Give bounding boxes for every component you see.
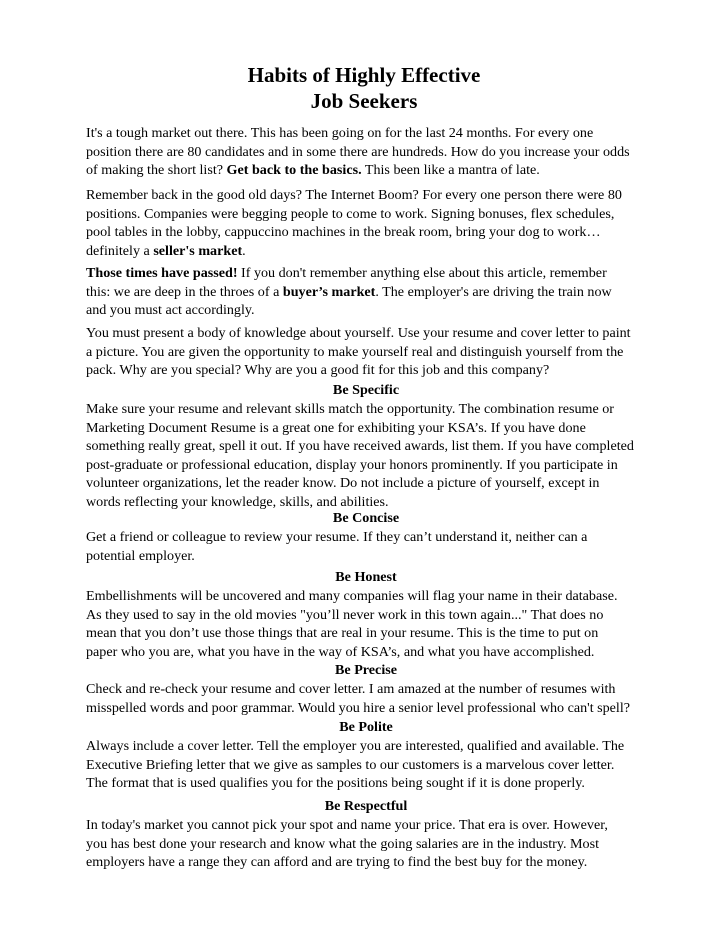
text-line: something really great, spell it out. If you have received awards, list them. If you have completed — [86, 438, 634, 454]
section-heading-precise: Be Precise — [335, 662, 397, 678]
text-line: mean that you don’t use those things that are real in your resume. This is the time to put on — [86, 625, 599, 641]
section-body-polite — [86, 737, 646, 793]
text-line: you has best done your research and know what the going salaries are in the industry. Most — [86, 835, 599, 852]
text-line: Check and re-check your resume and cover letter. I am amazed at the number of resumes with — [86, 681, 616, 697]
section-heading-polite: Be Polite — [339, 719, 393, 735]
text-line: Those times have passed! If you don't remember anything else about this article, remember — [86, 265, 607, 281]
text-line: pack. Why are you special? Why are you a good fit for this job and this company? — [86, 362, 550, 378]
text-line: post-graduate or professional education, display your honors prominently. If you participate in — [86, 456, 618, 473]
text-line: Remember back in the good old days? The Internet Boom? For every one person there were 80 — [86, 187, 622, 203]
times-passed-paragraph — [86, 264, 646, 320]
section-heading-honest: Be Honest — [335, 569, 397, 585]
title-line-2: Job Seekers — [310, 89, 418, 113]
text-line: a picture. You are given the opportunity to make yourself real and distinguish yourself from the — [86, 343, 624, 360]
text-line: volunteer organizations, let the reader know. Do not include a picture of yourself, except in — [86, 475, 600, 491]
text-line: Get a friend or colleague to review your resume. If they can’t understand it, neither can a — [86, 529, 588, 545]
present-yourself-paragraph — [86, 324, 646, 380]
internet-boom-paragraph — [86, 186, 646, 260]
text-line: paper who you are, what you have in the way of KSA’s, and what you have accomplished. — [86, 643, 595, 660]
intro-paragraph — [86, 124, 646, 180]
text-line: It's a tough market out there. This has been going on for the last 24 months. For every one — [86, 125, 594, 141]
text-line: of making the short list? Get back to the basics. This been like a mantra of late. — [86, 162, 540, 178]
emphasis-buyers-market: buyer’s market — [282, 283, 376, 300]
section-heading-respectful: Be Respectful — [324, 798, 408, 814]
text-line: misspelled words and poor grammar. Would you hire a senior level professional who can't spell? — [86, 699, 631, 716]
section-heading-specific: Be Specific — [332, 382, 400, 398]
document-title — [0, 62, 728, 114]
text-line: In today's market you cannot pick your spot and name your price. That era is over. However, — [86, 817, 608, 833]
section-body-specific — [86, 400, 646, 511]
text-line: As they used to say in the old movies "you’ll never work in this town again..." That does no — [86, 606, 604, 623]
text-line: positions. Companies were begging people to come to work. Signing bonuses, flex schedules, — [86, 205, 615, 222]
text-line: potential employer. — [86, 547, 195, 564]
text-line: Marketing Document Resume is a great one for exhibiting your KSA’s. If you have done — [86, 419, 586, 436]
emphasis-sellers-market: seller's market — [153, 242, 243, 259]
section-body-precise — [86, 680, 646, 717]
text-line: and you must act accordingly. — [86, 302, 255, 318]
title-line-1: Habits of Highly Effective — [247, 63, 481, 87]
text-line: position there are 80 candidates and in some there are hundreds. How do you increase your odds — [86, 143, 630, 160]
text-line: employers have a range they can afford and are trying to find the best buy for the money. — [86, 854, 588, 870]
section-heading-concise: Be Concise — [332, 510, 400, 526]
section-body-concise — [86, 528, 646, 565]
section-body-respectful — [86, 816, 646, 872]
text-line: The format that is used qualifies you for the positions being sought if it is done properly. — [86, 775, 585, 791]
text-line: pool tables in the lobby, cappuccino machines in the break room, bring your dog to work… — [86, 224, 601, 240]
text-line: words reflecting your knowledge, skills, and abilities. — [86, 493, 389, 510]
text-line: definitely a seller's market. — [86, 242, 246, 259]
section-body-honest — [86, 587, 646, 661]
text-line: Executive Briefing letter that we give as samples to our customers is a marvelous cover letter. — [86, 756, 615, 773]
text-line: You must present a body of knowledge about yourself. Use your resume and cover letter to paint — [86, 325, 631, 341]
text-line: Make sure your resume and relevant skills match the opportunity. The combination resume or — [86, 401, 614, 417]
emphasis-times-passed: Those times have passed! — [86, 265, 238, 281]
emphasis-basics: Get back to the basics. — [226, 162, 362, 178]
text-line: Embellishments will be uncovered and many companies will flag your name in their database. — [86, 588, 618, 604]
text-line: Always include a cover letter. Tell the employer you are interested, qualified and available. The — [86, 738, 625, 754]
text-line: this: we are deep in the throes of a buyer’s market. The employer's are driving the train now — [86, 283, 612, 300]
